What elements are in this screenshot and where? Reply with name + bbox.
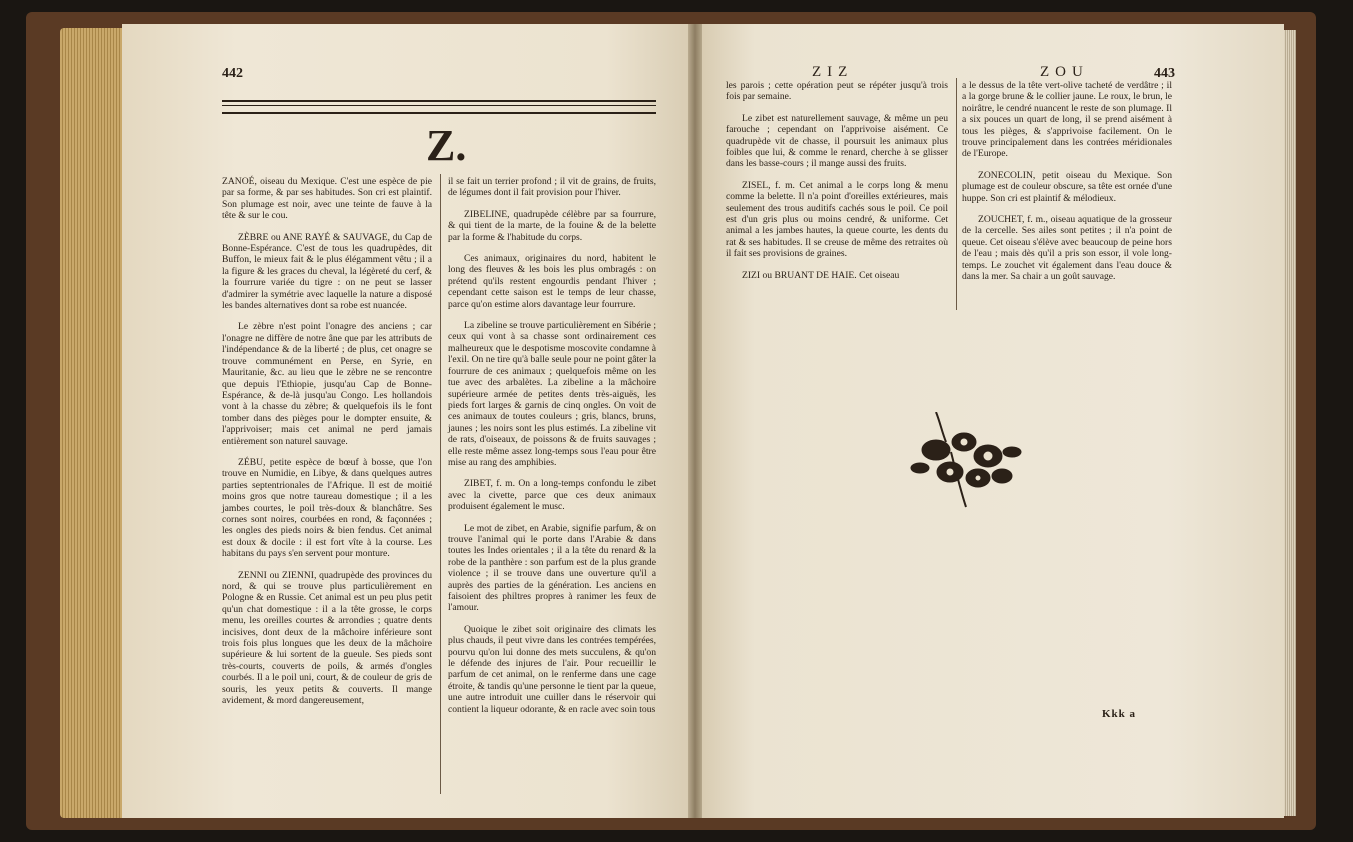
column-divider-right (956, 78, 957, 310)
right-page-number: 443 (1154, 66, 1175, 81)
entry-zibeline: ZIBELINE, quadrupède célèbre par sa fourrure, & qui tient de la marte, de la fouine & de la belette par la forme & l'habitude du corps. (448, 208, 656, 243)
entry-zizi-cont: a le dessus de la tête vert-olive tacheté de verdâtre ; il a la gorge brune & le collier jaune. Le roux, le brun, le noirâtre, le cendré nuancent le reste de son plumage. Il a six pouces un quart de long, il se prend aisément à tous les pièges, & s'apprivoise facilement. On le trouve principalement dans les contrées méridionales de l'Europe. (962, 80, 1172, 160)
page-edges-left (60, 28, 130, 818)
entry-zebu: ZÉBU, petite espèce de bœuf à bosse, que l'on trouve en Numidie, en Libye, & dans quelques autres parties septentrionales de l'Afrique. Il est de moitié moins gros que notre taureau domestique ; il a les jambes courtes, le poil très-doux & blanchâtre. Ses cornes sont noires, courbées en rond, & façonnées ; les ongles des pieds noirs & bien fendus. Cet animal est doux & docile : il est fort vîte à la course. Les habitans du pays s'en servent pour monture. (222, 456, 432, 560)
section-letter: Z. (426, 121, 467, 170)
entry-zonecolin: ZONECOLIN, petit oiseau du Mexique. Son plumage est de couleur obscure, sa tête est ornée d'une huppe. Son cri est plaintif & mélodieux. (962, 169, 1172, 204)
book-gutter (688, 24, 702, 818)
left-page-number: 442 (222, 66, 243, 81)
entry-zibet-4: Le zibet est naturellement sauvage, & même un peu farouche ; cependant on l'apprivoise aisément. Ce quadrupède vit de chasse, il poursuit les animaux plus foibles que lui, & comme le renard, cherche à se glisser dans les basse-cours ; il mange aussi des fruits. (726, 112, 948, 170)
column-divider-left (440, 174, 441, 794)
entry-zibeline-3: La zibeline se trouve particulièrement en Sibérie ; ceux qui vont à sa chasse sont ordinairement ces malheureux que le despotisme moscovite condamne à l'exil. On ne tire qu'à balle seule pour ne point gâter la fourrure de ces animaux ; quelquefois même on les tue avec des arbalètes. La zibeline a la mâchoire supérieure armée de petites dents très-aiguës, les pieds fort larges & garnis de cinq ongles. On voit de ces animaux de toutes couleurs ; gris, blancs, bruns, jaunes ; les noirs sont les plus estimés. La zibeline vit de rats, d'oiseaux, de poissons & de fruits sauvages ; elle reste même assez long-temps sous l'eau pour être mise au rang des amphibies. (448, 320, 656, 468)
entry-zizi: ZIZI ou BRUANT DE HAIE. Cet oiseau (742, 269, 900, 281)
running-head-left: ZIZ (812, 64, 854, 80)
entry-zebre: ZÈBRE ou ANE RAYÉ & SAUVAGE, du Cap de Bonne-Espérance. C'est de tous les quadrupèdes, dit Buffon, le mieux fait & le plus élégamment vêtu ; il a la figure & les graces du cheval, la légèreté du cerf, & la fourrure variée du tigre : on ne peut se lasser d'admirer la symétrie avec laquelle la nature a disposé les bandes alternatives dont sa robe est nuancée. (222, 231, 432, 312)
entry-zebre-2: Le zèbre n'est point l'onagre des anciens ; car l'onagre ne diffère de notre âne que par les attributs de l'indépendance & de la liberté ; de plus, cet onagre se trouve communément en Perse, en Syrie, en Mauritanie, &c. au lieu que le zèbre ne se rencontre que depuis l'Ethiopie, jusqu'au Cap de Bonne-Espérance, & de-là jusqu'au Congo. Les hollandois vont à la chasse du zèbre; & quelquefois ils le font tomber dans des pièges pour le dompter ensuite, & l'apprivoiser; mais cet animal ne perd jamais entièrement son naturel sauvage. (222, 321, 432, 447)
right-page-column-2 (962, 80, 1172, 293)
entry-zibet-cont: les parois ; cette opération peut se répéter jusqu'à trois fois par semaine. (726, 80, 948, 103)
entry-zenni-cont: il se fait un terrier profond ; il vit de grains, de fruits, de légumes dont il fait provision pour l'hiver. (448, 176, 656, 199)
right-page-column-1 (726, 80, 948, 291)
floral-vignette-icon (906, 412, 1026, 512)
running-head-right: ZOU (1040, 64, 1089, 80)
entry-zibeline-2: Ces animaux, originaires du nord, habitent le long des fleuves & les bois les plus ombragés : on prétend qu'ils restent engourdis pendant l'hiver ; cependant cette saison est le temps de leur chasse, parce qu'on estime alors davantage leur fourrure. (448, 253, 656, 310)
entry-zenni: ZENNI ou ZIENNI, quadrupède des provinces du nord, & qui se trouve plus particulièrement en Pologne & en Russie. Cet animal est un peu plus petit qu'un chat domestique : il a la tête grosse, le corps menu, les oreilles courtes & arrondies ; quatre dents incisives, dont deux de la mâchoire inférieure sont trois fois plus longues que les deux de la mâchoire supérieure & lui sortent de la gueule. Ses pieds sont très-courts, couverts de poils, & armés d'ongles courbés. Il a le poil uni, court, & de couleur de gris de souris, les yeux petits & couverts. Il mange avidement, & mord dangereusement, (222, 569, 432, 707)
signature-mark: Kkk a (1102, 708, 1137, 720)
left-page-column-1 (222, 176, 432, 716)
header-rule (222, 100, 656, 114)
entry-zibet-2: Le mot de zibet, en Arabie, signifie parfum, & on trouve l'animal qui le porte dans l'Arabie & dans toutes les Indes orientales ; il a la tête du renard & la robe de la panthère : son parfum est de la plus grande violence ; il se trouve dans une ouverture qu'il a auprès des parties de la génération. Les anciens en faisoient des philtres propres à ranimer les feux de l'amour. (448, 522, 656, 614)
entry-zibet-3: Quoique le zibet soit originaire des climats les plus chauds, il peut vivre dans les contrées tempérées, pourvu qu'on lui donne des mets succulens, & qu'on le défende des injures de l'air. Pour recueillir le parfum de cet animal, on le renferme dans une cage étroite, & tandis qu'une personne le tient par la queue, une autre introduit une cuiller dans le réservoir qui contient la liqueur odorante, & en racle avec soin tous (448, 623, 656, 715)
entry-zisel: ZISEL, f. m. Cet animal a le corps long & menu comme la belette. Il n'a point d'oreilles extérieures, mais seulement des trous auditifs cachés sous le poil. Ce poil est d'un gris plus ou moins cendré, & uniforme. Cet animal a les jambes hautes, la queue courte, les dents du rat & ses habitudes. Il se creuse de même des retraites où il fait ses provisions de graines. (726, 179, 948, 260)
page-edges-right (1284, 30, 1296, 816)
entry-zibet: ZIBET, f. m. On a long-temps confondu le zibet avec la civette, parce que ces deux animaux produisent également le musc. (448, 478, 656, 513)
left-page-column-2 (448, 176, 656, 725)
entry-zouchet: ZOUCHET, f. m., oiseau aquatique de la grosseur de la cercelle. Ses ailes sont petites ; il n'a point de queue. Cet oiseau s'élève avec beaucoup de peine hors de l'eau ; mais dès qu'il a pris son essor, il vole long-temps. Le zouchet vit également dans l'eau douce & dans la mer. Sa chair a un goût sauvage. (962, 214, 1172, 283)
entry-zanoe: ZANOÉ, oiseau du Mexique. C'est une espèce de pie par sa forme, & par ses habitudes. Son cri est plaintif. Son plumage est noir, avec une teinte de fauve à la tête & sur le cou. (222, 176, 432, 222)
